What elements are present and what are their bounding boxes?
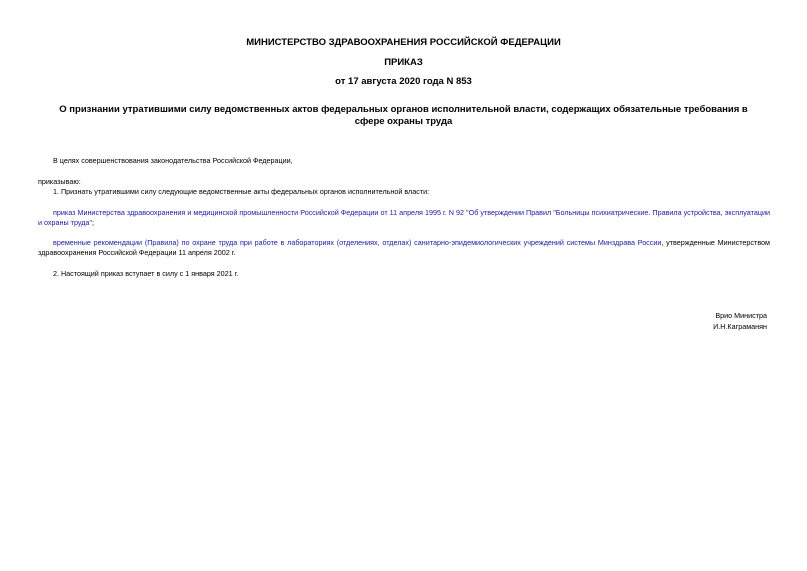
- order-type-heading: ПРИКАЗ: [384, 57, 423, 68]
- item-2-text: 2. Настоящий приказ вступает в силу с 1 января 2021 г.: [53, 269, 239, 278]
- preamble-text: В целях совершенствования законодательства Российской Федерации,: [53, 156, 293, 165]
- act-2-paragraph: [38, 238, 770, 258]
- act-1-tail: ;: [91, 218, 94, 227]
- ministry-heading: МИНИСТЕРСТВО ЗДРАВООХРАНЕНИЯ РОССИЙСКОЙ ФЕДЕРАЦИИ: [246, 37, 561, 48]
- item-1-text: 1. Признать утратившими силу следующие ведомственные акты федеральных органов исполнительной власти:: [53, 187, 430, 196]
- document-title: О признании утратившими силу ведомственных актов федеральных органов исполнительной власти, содержащих обязательные требования в сфере охраны труда: [59, 104, 748, 127]
- act-2-link[interactable]: временные рекомендации (Правила) по охране труда при работе в лабораториях (отделениях, отделах) санитарно-эпидемиологических учреждений системы Минздрава России: [53, 238, 662, 247]
- act-2-tail: , утвержденные Министерством здравоохранения Российской Федерации 11 апреля 2002 г.: [38, 238, 770, 257]
- signature-name: И.Н.Каграманян: [713, 322, 767, 331]
- signature-position: Врио Министра: [715, 311, 767, 320]
- act-1-link[interactable]: приказ Министерства здравоохранения и медицинской промышленности Российской Федерации от 11 апреля 1995 г. N 92 "Об утверждении Правил "Больницы психиатрические. Правила устройства, эксплуатации и охраны труда": [38, 208, 770, 227]
- order-word-text: приказываю:: [38, 177, 81, 186]
- order-date-heading: от 17 августа 2020 года N 853: [335, 76, 472, 87]
- act-1-paragraph: [38, 208, 770, 228]
